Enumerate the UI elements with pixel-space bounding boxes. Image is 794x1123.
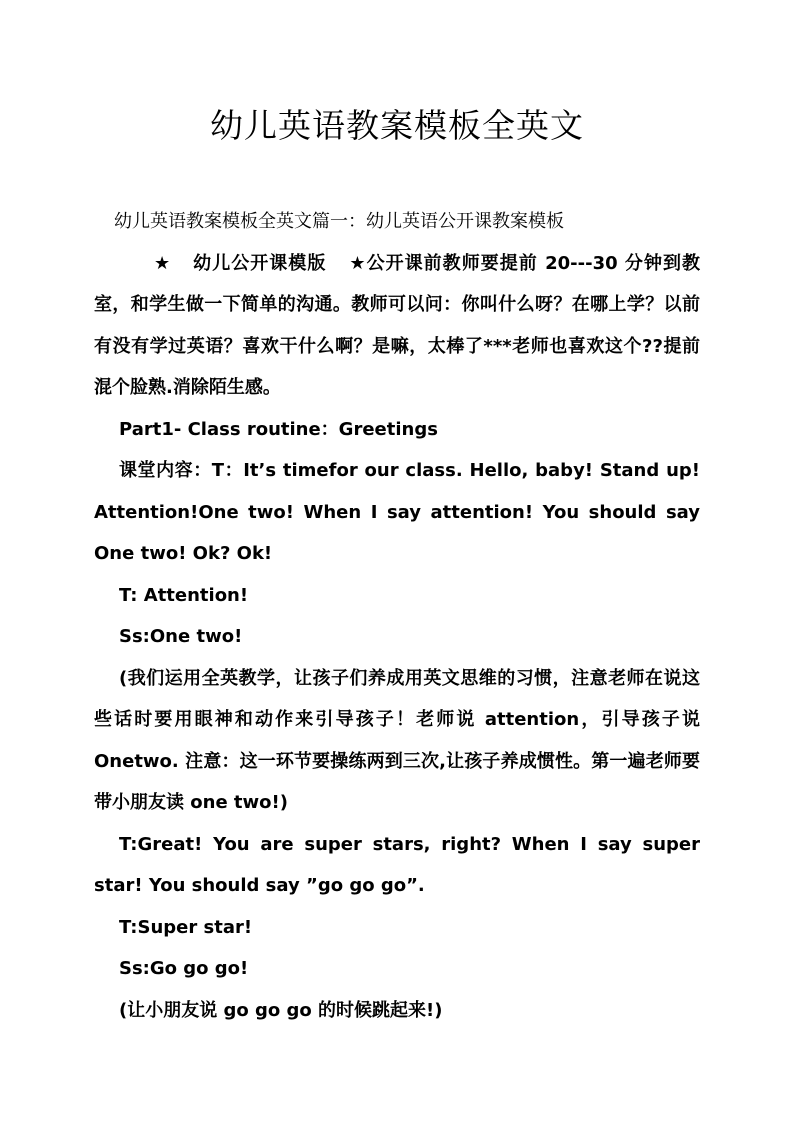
paragraph-dialogue: T:Great! You are super stars, right? When I say super star! You should say ”go go go”. [94, 833, 700, 896]
paragraph-dialogue: Ss:Go go go! [119, 958, 249, 979]
paragraph-dialogue: T:Super star! [119, 916, 253, 938]
document-subtitle: 幼儿英语教案模板全英文篇一：幼儿英语公开课教案模板 [114, 211, 564, 232]
paragraph-part1: Part1- Class routine：Greetings [119, 418, 438, 440]
paragraph-dialogue: Ss:One two! [119, 626, 243, 647]
paragraph-class-content: 课堂内容：T：It’s timefor our class. Hello, baby! Stand up! Attention!One two! When I say attention! You should say One two! Ok? Ok! [94, 460, 700, 564]
paragraph-note: (让小朋友说 go go go 的时候跳起来!) [119, 999, 443, 1021]
document-title: 幼儿英语教案模板全英文 [210, 106, 584, 145]
intro-text: ★公开课前教师要提前 20---30 分钟到教室，和学生做一下简单的沟通。教师可以问：你叫什么呀？在哪上学？以前有没有学过英语？喜欢干什么啊？是嘛，太棒了***老师也喜欢这个??提前混个脸熟.消除陌生感。 [94, 252, 701, 398]
document-body [94, 201, 700, 1031]
paragraph-dialogue: T: Attention! [119, 584, 249, 606]
intro-label: 幼儿公开课模版 [192, 252, 327, 274]
paragraph-note: (我们运用全英教学，让孩子们养成用英文思维的习惯，注意老师在说这些话时要用眼神和动作来引导孩子！老师说 attention，引导孩子说 Onetwo. 注意：这一环节要操练两到三次,让孩子养成惯性。第一遍老师要带小朋友读 one two!) [94, 667, 700, 813]
intro-paragraph [94, 243, 700, 409]
star-icon: ★ [154, 252, 171, 274]
